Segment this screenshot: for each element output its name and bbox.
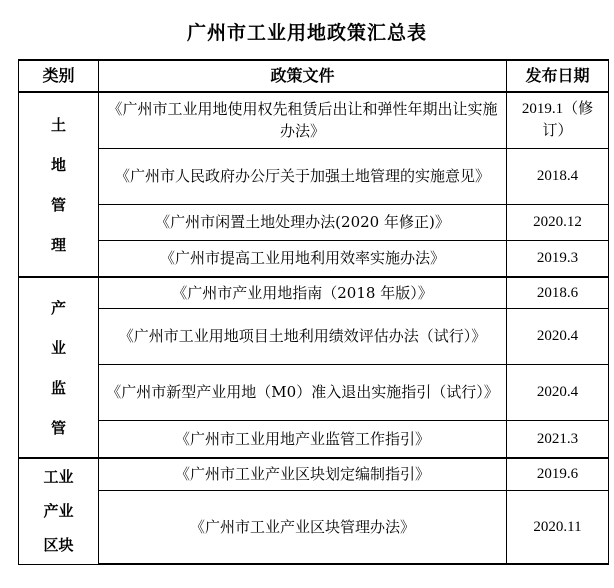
category-cell-industrial-blocks (19, 458, 99, 564)
document-cell: 《广州市新型产业用地（M0）准入退出实施指引（试行）》 (99, 364, 507, 420)
header-row (19, 60, 609, 92)
date-cell: 2019.1（修订） (507, 92, 609, 148)
document-cell: 《广州市工业用地使用权先租赁后出让和弹性年期出让实施办法》 (99, 92, 507, 148)
date-cell: 2020.4 (507, 364, 609, 420)
date-cell: 2020.12 (507, 204, 609, 240)
document-cell: 《广州市产业用地指南（2018 年版）》 (99, 277, 507, 308)
category-char: 土 (50, 115, 66, 134)
table-row (19, 92, 609, 148)
policy-table (18, 59, 609, 565)
document-cell: 《广州市人民政府办公厅关于加强土地管理的实施意见》 (99, 148, 507, 204)
category-cell-industry-supervision (19, 277, 99, 458)
table-row (19, 458, 609, 490)
date-cell: 2020.4 (507, 308, 609, 364)
document-cell: 《广州市工业用地产业监管工作指引》 (99, 420, 507, 458)
category-char: 管 (50, 195, 66, 214)
table-row (19, 308, 609, 364)
date-cell: 2021.3 (507, 420, 609, 458)
category-char: 区块 (43, 536, 74, 555)
header-date: 发布日期 (507, 60, 609, 92)
category-char: 理 (50, 235, 66, 254)
category-char: 监 (50, 378, 66, 397)
date-cell: 2018.6 (507, 277, 609, 308)
table-row (19, 204, 609, 240)
category-char: 地 (50, 155, 66, 174)
document-cell: 《广州市工业产业区块管理办法》 (99, 490, 507, 564)
table-title: 广州市工业用地政策汇总表 (186, 22, 427, 44)
table-row (19, 240, 609, 277)
category-char: 产 (50, 298, 66, 317)
document-cell: 《广州市工业产业区块划定编制指引》 (99, 458, 507, 490)
category-char: 业 (50, 338, 66, 357)
document-cell: 《广州市闲置土地处理办法(2020 年修正)》 (99, 204, 507, 240)
category-cell-land-management (19, 92, 99, 277)
header-category: 类别 (19, 60, 99, 92)
table-row (19, 148, 609, 204)
table-row (19, 364, 609, 420)
date-cell: 2018.4 (507, 148, 609, 204)
category-char: 管 (50, 418, 66, 437)
header-document: 政策文件 (99, 60, 507, 92)
document-cell: 《广州市工业用地项目土地利用绩效评估办法（试行）》 (99, 308, 507, 364)
date-cell: 2019.3 (507, 240, 609, 277)
category-char: 工业 (43, 468, 74, 487)
table-row (19, 277, 609, 308)
table-row (19, 420, 609, 458)
document-cell: 《广州市提高工业用地利用效率实施办法》 (99, 240, 507, 277)
table-row (19, 490, 609, 564)
date-cell: 2020.11 (507, 490, 609, 564)
date-cell: 2019.6 (507, 458, 609, 490)
category-char: 产业 (43, 502, 74, 521)
